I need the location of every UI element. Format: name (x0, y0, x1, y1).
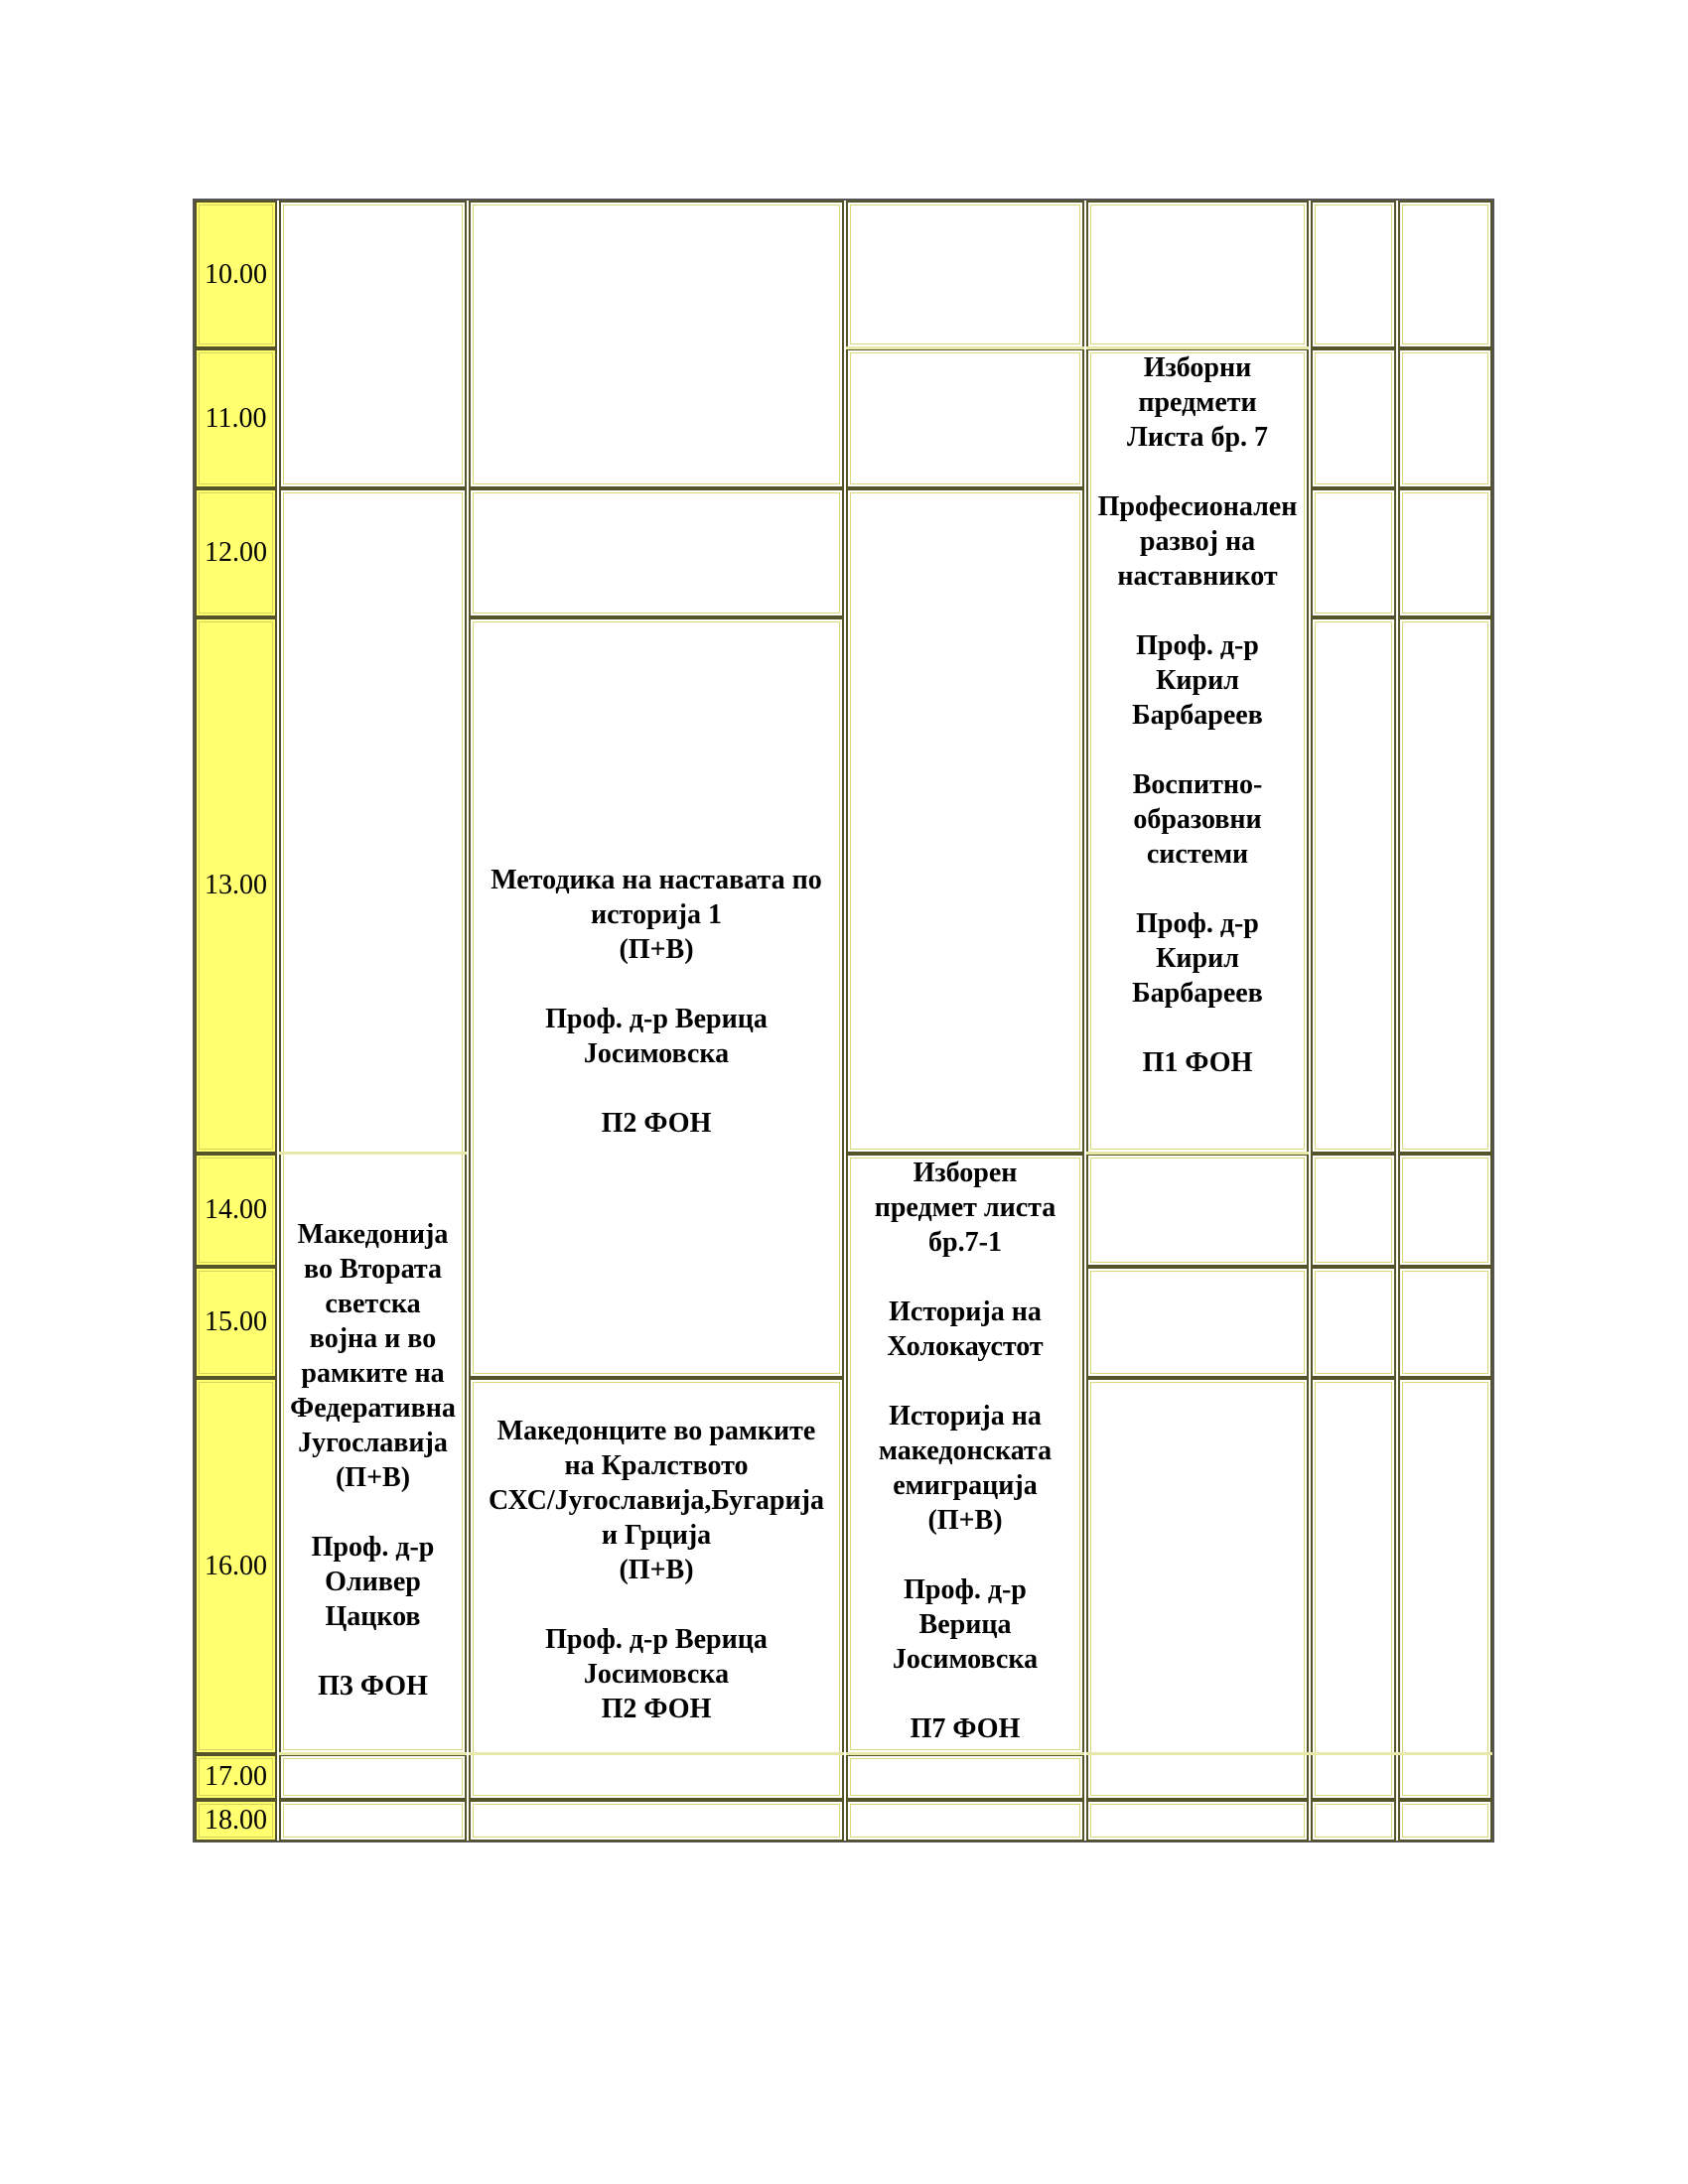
course-izboren-predmet-lista-7-1: Изборен предмет листа бр.7-1 Историја на Холокаустот Историја на македонската емиграција (П+В) Проф. д-р Верица Јосимовска П7 ФОН (874, 1158, 1056, 1744)
course-cell (1086, 348, 1309, 1154)
empty-cell (1398, 201, 1492, 348)
empty-cell (1311, 1800, 1396, 1842)
empty-cell (1311, 348, 1396, 488)
time-slot-15 (195, 1267, 277, 1378)
time-label: 13.00 (205, 870, 267, 900)
empty-cell (1398, 348, 1492, 488)
course-cell (469, 1378, 844, 1800)
time-slot-12 (195, 488, 277, 617)
empty-cell (469, 1800, 844, 1842)
timetable (193, 199, 1494, 1843)
empty-cell (1311, 1267, 1396, 1378)
empty-cell (279, 1754, 467, 1800)
time-slot-10 (195, 201, 277, 348)
time-label: 11.00 (205, 402, 267, 434)
empty-cell (1398, 488, 1492, 617)
time-slot-17 (195, 1754, 277, 1800)
time-label: 10.00 (205, 258, 267, 290)
course-metodika-nastava-istorija: Методика на наставата по историја 1 (П+В) Проф. д-р Верица Јосимовска П2 ФОН (491, 865, 822, 1139)
empty-cell (469, 488, 844, 617)
course-cell (279, 488, 467, 1754)
time-label: 17.00 (205, 1761, 267, 1792)
time-label: 12.00 (205, 537, 267, 568)
empty-cell (1086, 201, 1309, 348)
empty-cell (1311, 201, 1396, 348)
empty-cell (1398, 1267, 1492, 1378)
empty-cell (1398, 1800, 1492, 1842)
time-slot-18 (195, 1800, 277, 1842)
empty-cell (846, 201, 1084, 348)
course-makedoncite-kralstvo-shs: Македонците во рамките на Кралството СХС/Југославија,Бугарија и Грција (П+В) Проф. д-р Верица Јосимовска П2 ФОН (489, 1416, 824, 1724)
empty-cell (1311, 1378, 1396, 1800)
time-slot-14 (195, 1154, 277, 1267)
empty-cell (469, 201, 844, 488)
time-label: 14.00 (205, 1194, 267, 1225)
empty-cell (1398, 1378, 1492, 1800)
course-cell (846, 1154, 1084, 1754)
empty-cell (846, 488, 1084, 1154)
empty-cell (1086, 1378, 1309, 1800)
empty-cell (1311, 617, 1396, 1154)
empty-cell (1398, 617, 1492, 1154)
time-slot-13 (195, 617, 277, 1154)
empty-cell (1311, 488, 1396, 617)
course-makedonija-vtora-svetska-vojna: Македонија во Втората светска војна и во рамките на Федеративна Југославија (П+В) Проф. д-р Оливер Цацков П3 ФОН (290, 1219, 456, 1702)
empty-cell (846, 1754, 1084, 1800)
empty-cell (1086, 1154, 1309, 1267)
time-label: 18.00 (205, 1805, 267, 1836)
empty-cell (279, 1800, 467, 1842)
time-slot-11 (195, 348, 277, 488)
empty-cell (846, 1800, 1084, 1842)
time-label: 15.00 (205, 1306, 267, 1337)
empty-cell (1311, 1154, 1396, 1267)
course-izborni-predmeti-lista-7: Изборни предмети Листа бр. 7 Професионален развој на наставникот Проф. д-р Кирил Барбареев Воспитно- образовни системи Проф. д-р Кирил Барбареев П1 ФОН (1097, 352, 1298, 1078)
empty-cell (1086, 1267, 1309, 1378)
empty-cell (1086, 1800, 1309, 1842)
time-slot-16 (195, 1378, 277, 1754)
empty-cell (1398, 1154, 1492, 1267)
time-label: 16.00 (205, 1550, 267, 1581)
empty-cell (279, 201, 467, 488)
empty-cell (846, 348, 1084, 488)
course-cell (469, 617, 844, 1378)
